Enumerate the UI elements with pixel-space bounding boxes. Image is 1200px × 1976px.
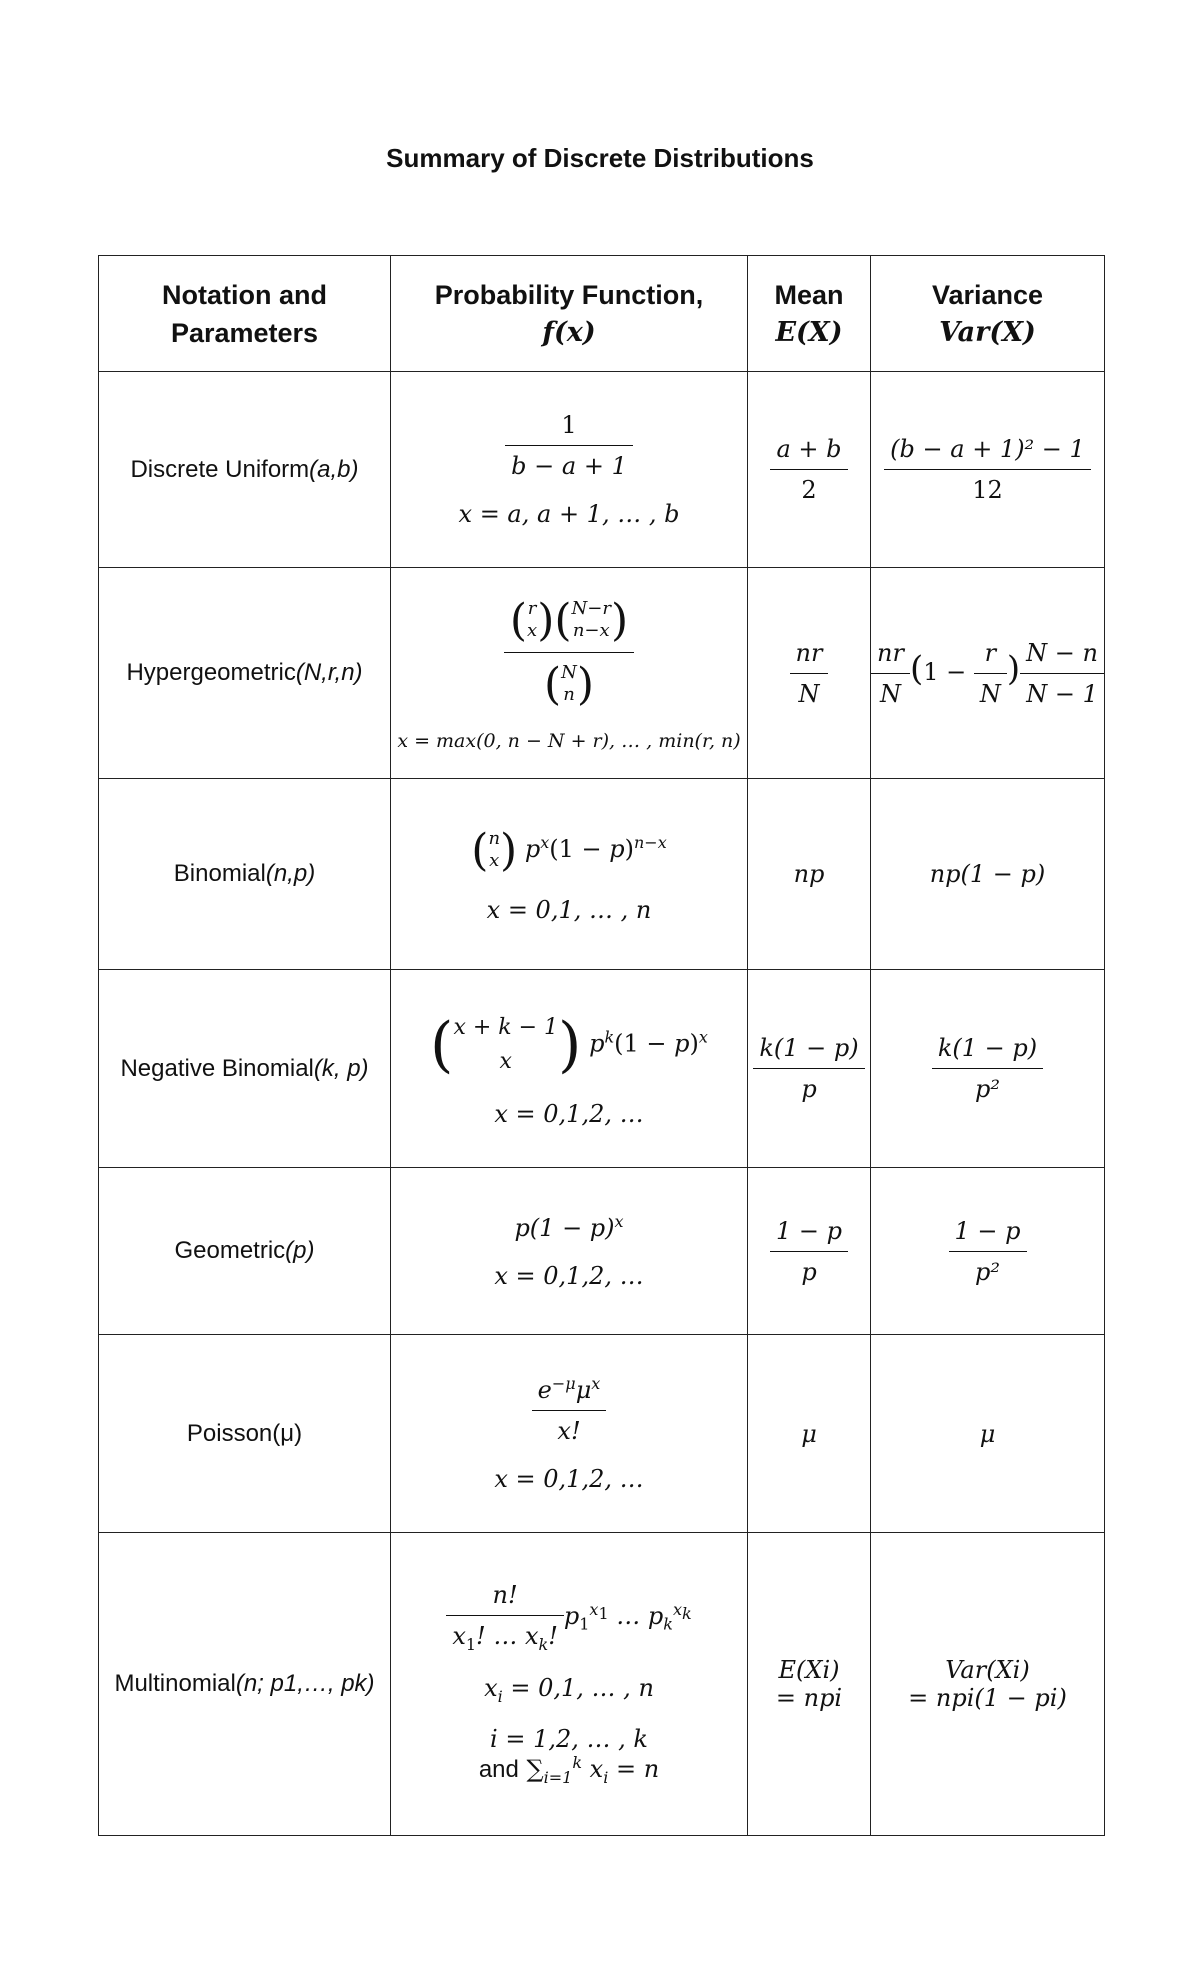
row-hypergeometric bbox=[99, 568, 1105, 779]
uniform-variance bbox=[871, 372, 1105, 568]
binomial-params: (n,p) bbox=[265, 860, 316, 887]
header-probability-function bbox=[391, 256, 748, 372]
uniform-var-num: (b − a + 1)² − 1 bbox=[884, 435, 1091, 470]
multinomial-variance bbox=[871, 1533, 1105, 1836]
multinomial-pf-num: n! bbox=[446, 1581, 564, 1616]
row-poisson bbox=[99, 1335, 1105, 1533]
multinomial-pf: $\frac{n!}{x_1! \dots x_k!}$ $p_1^{x_1}$ … $p_k^{x_k}$ $x_i = 0,1$, … , n i = 1,2, … , k and $\sum_{i=1}^k$ $x_i = n$ bbox=[391, 1533, 748, 1836]
header-mean-line2: E(X) bbox=[775, 316, 843, 348]
hypergeometric-mean-num: nr bbox=[790, 639, 829, 674]
hypergeometric-support: x = max(0, n − N + r), … , min(r, n) bbox=[397, 729, 741, 752]
binomial-notation bbox=[99, 779, 391, 970]
negative-binomial-var-den: p² bbox=[975, 1075, 1000, 1103]
hypergeometric-pf bbox=[391, 568, 748, 779]
uniform-pf-den: b − a + 1 bbox=[511, 452, 627, 480]
multinomial-support-xi: = 0,1, … , n bbox=[510, 1673, 654, 1702]
uniform-params: (a,b) bbox=[309, 455, 359, 483]
geometric-var-num: 1 − p bbox=[949, 1217, 1027, 1252]
negative-binomial-support: x = 0,1,2, … bbox=[494, 1099, 644, 1128]
geometric-mean bbox=[748, 1168, 871, 1335]
poisson-params: (μ) bbox=[272, 1419, 303, 1447]
uniform-mean-num: a + b bbox=[770, 435, 847, 470]
multinomial-name: Multinomial bbox=[114, 1670, 236, 1697]
multinomial-notation bbox=[99, 1533, 391, 1836]
poisson-name: Poisson bbox=[186, 1419, 273, 1447]
negative-binomial-variance bbox=[871, 970, 1105, 1168]
header-mean bbox=[748, 256, 871, 372]
hypergeometric-mean bbox=[748, 568, 871, 779]
uniform-support: x = a, a + 1, … , b bbox=[458, 500, 680, 528]
header-var-line1: Variance bbox=[931, 279, 1044, 310]
row-negative-binomial bbox=[99, 970, 1105, 1168]
poisson-notation bbox=[99, 1335, 391, 1533]
geometric-mean-num: 1 − p bbox=[770, 1217, 848, 1252]
uniform-pf-num: 1 bbox=[505, 411, 633, 446]
negative-binomial-mean-den: p bbox=[801, 1075, 817, 1103]
uniform-mean bbox=[748, 372, 871, 568]
binomial-variance: np(1 − p) bbox=[871, 779, 1105, 970]
negative-binomial-pf: (x + k − 1 x ) $p^k(1 - p)^x$ x = 0,1,2, … bbox=[391, 970, 748, 1168]
distributions-table bbox=[98, 255, 1105, 1836]
multinomial-support-i: i = 1,2, … , k bbox=[490, 1725, 648, 1754]
header-notation-line2: Parameters bbox=[170, 317, 319, 348]
multinomial-var-line2: = npi(1 − pi) bbox=[908, 1684, 1067, 1712]
header-row bbox=[99, 256, 1105, 372]
geometric-notation bbox=[99, 1168, 391, 1335]
geometric-variance bbox=[871, 1168, 1105, 1335]
geometric-var-den: p² bbox=[975, 1257, 1000, 1286]
geometric-pf-base: p(1 − p) bbox=[514, 1214, 615, 1242]
negative-binomial-params: (k, p) bbox=[313, 1054, 369, 1082]
uniform-notation bbox=[99, 372, 391, 568]
poisson-mean: μ bbox=[748, 1335, 871, 1533]
hypergeometric-variance: $\frac{nr}{N}$ (1 − $\frac{r}{N}$ ) $\frac{N - n}{N - 1}$ bbox=[871, 568, 1105, 779]
geometric-params: (p) bbox=[285, 1237, 315, 1264]
hypergeometric-mean-den: N bbox=[798, 679, 820, 708]
page-title: Summary of Discrete Distributions bbox=[386, 143, 814, 173]
negative-binomial-mean bbox=[748, 970, 871, 1168]
header-notation bbox=[99, 256, 391, 372]
poisson-support: x = 0,1,2, … bbox=[494, 1465, 644, 1493]
row-discrete-uniform bbox=[99, 372, 1105, 568]
binomial-support: x = 0,1, … , n bbox=[486, 895, 652, 924]
negative-binomial-mean-num: k(1 − p) bbox=[753, 1034, 864, 1069]
geometric-name: Geometric bbox=[174, 1237, 286, 1264]
poisson-pf-den: x! bbox=[557, 1417, 581, 1445]
poisson-variance: μ bbox=[871, 1335, 1105, 1533]
binomial-mean: np bbox=[748, 779, 871, 970]
row-multinomial bbox=[99, 1533, 1105, 1836]
negative-binomial-name: Negative Binomial bbox=[120, 1054, 314, 1082]
multinomial-mean-line1: E(Xi) bbox=[778, 1656, 840, 1684]
row-geometric bbox=[99, 1168, 1105, 1335]
multinomial-params: (n; p1,…, pk) bbox=[235, 1670, 375, 1697]
binomial-pf: (n x) $p^x(1 - p)^{n-x}$ x = 0,1, … , n bbox=[391, 779, 748, 970]
header-notation-line1: Notation and bbox=[162, 279, 327, 310]
header-prob-line2: f(x) bbox=[542, 316, 596, 348]
hypergeometric-pf-fraction: (r x)(N−r n−x) (N n) bbox=[504, 595, 634, 710]
negative-binomial-var-num: k(1 − p) bbox=[932, 1034, 1043, 1069]
geometric-support: x = 0,1,2, … bbox=[494, 1262, 644, 1290]
header-prob-line1: Probability Function, bbox=[434, 279, 704, 310]
geometric-mean-den: p bbox=[801, 1257, 817, 1286]
negative-binomial-notation bbox=[99, 970, 391, 1168]
binomial-name: Binomial bbox=[173, 860, 266, 887]
multinomial-support-and: and bbox=[478, 1756, 519, 1784]
row-binomial bbox=[99, 779, 1105, 970]
geometric-pf: $p(1 - p)^x$ x = 0,1,2, … bbox=[391, 1168, 748, 1335]
uniform-mean-den: 2 bbox=[801, 476, 817, 504]
multinomial-mean-line2: = npi bbox=[775, 1684, 843, 1712]
poisson-pf: $\frac{e^{-\mu}\mu^x}{x!}$ x = 0,1,2, … bbox=[391, 1335, 748, 1533]
header-mean-line1: Mean bbox=[774, 279, 844, 310]
uniform-var-den: 12 bbox=[972, 476, 1003, 504]
uniform-name: Discrete Uniform bbox=[130, 455, 310, 483]
multinomial-mean bbox=[748, 1533, 871, 1836]
multinomial-var-line1: Var(Xi) bbox=[945, 1656, 1030, 1684]
header-var-line2: Var(X) bbox=[939, 316, 1036, 348]
hypergeometric-notation bbox=[99, 568, 391, 779]
uniform-pf bbox=[391, 372, 748, 568]
header-variance bbox=[871, 256, 1105, 372]
hypergeometric-name: Hypergeometric bbox=[126, 659, 296, 686]
hypergeometric-params: (N,r,n) bbox=[295, 659, 363, 686]
uniform-pf-fraction bbox=[505, 411, 633, 480]
